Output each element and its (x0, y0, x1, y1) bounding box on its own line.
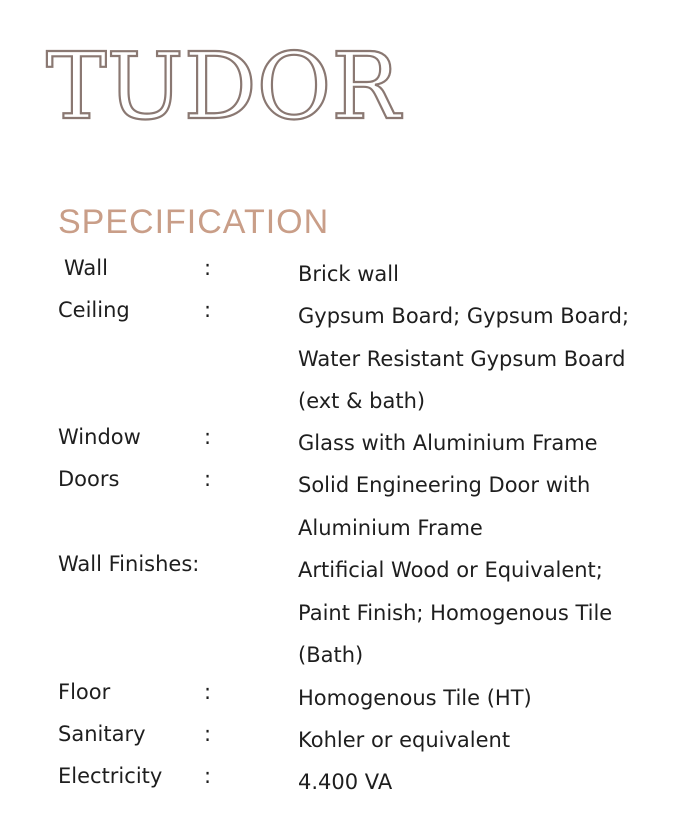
spec-value-line: Solid Engineering Door with (298, 473, 591, 497)
spec-label: Doors (58, 467, 120, 491)
spec-label: Electricity (58, 764, 163, 788)
spec-value (298, 768, 688, 804)
spec-value-line: Glass with Aluminium Frame (298, 431, 598, 455)
brand-logo (44, 36, 424, 132)
spec-label: Wall (64, 256, 108, 280)
spec-colon: : (204, 425, 212, 449)
spec-value-line: (ext & bath) (298, 389, 426, 413)
spec-colon: : (204, 680, 212, 704)
spec-colon: : (204, 722, 212, 746)
brand-name: TUDOR (46, 36, 403, 132)
spec-value-line: Paint Finish; Homogenous Tile (298, 600, 613, 625)
spec-value (298, 684, 688, 720)
spec-value (298, 471, 688, 549)
spec-value-line: Brick wall (298, 262, 399, 286)
spec-label: Floor (58, 680, 111, 704)
spec-label: Window (58, 425, 141, 449)
spec-value-line: 4.400 VA (298, 770, 393, 794)
spec-value-line: Aluminium Frame (298, 515, 483, 540)
brand-wordmark (44, 36, 424, 132)
spec-value-line: Water Resistant Gypsum Board (298, 346, 626, 371)
spec-label: Wall Finishes: (58, 552, 200, 576)
spec-value-line: Gypsum Board; Gypsum Board; (298, 304, 630, 328)
spec-colon: : (204, 467, 212, 491)
spec-value (298, 260, 688, 296)
spec-value-line: (Bath) (298, 643, 364, 667)
spec-value (298, 556, 688, 677)
spec-value-line: Kohler or equivalent (298, 728, 511, 752)
spec-colon: : (204, 764, 212, 788)
spec-label: Sanitary (58, 722, 146, 746)
spec-colon: : (204, 298, 212, 322)
spec-value-line: Artificial Wood or Equivalent; (298, 558, 603, 582)
section-title: SPECIFICATION (58, 203, 330, 241)
spec-value (298, 726, 688, 762)
spec-value (298, 302, 688, 423)
spec-colon: : (204, 256, 212, 280)
spec-value-line: Homogenous Tile (HT) (298, 686, 532, 710)
spec-value (298, 429, 688, 465)
spec-label: Ceiling (58, 298, 130, 322)
